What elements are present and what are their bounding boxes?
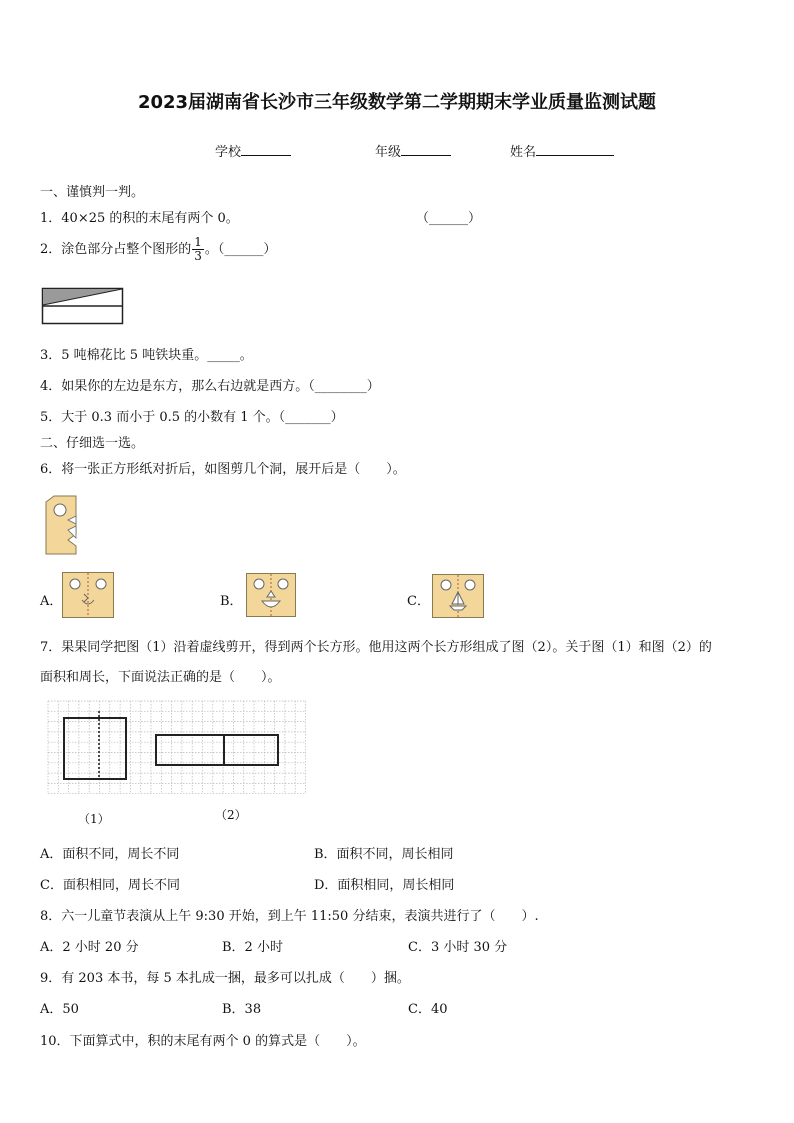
figure-2-right-rect [224, 735, 278, 765]
question-8-option-a[interactable]: A．2 小时 20 分 [40, 940, 139, 955]
grade-label: 年级 [375, 145, 402, 160]
shaded-rectangle-figure [42, 288, 124, 326]
question-7-option-d[interactable]: D．面积相同，周长相同 [314, 878, 455, 893]
figure-1-label: （1） [78, 812, 110, 826]
name-underline [536, 142, 614, 156]
question-8-option-b[interactable]: B．2 小时 [222, 940, 283, 955]
question-9-option-a[interactable]: A．50 [40, 1002, 79, 1017]
question-6-text: 6．将一张正方形纸对折后，如图剪几个洞，展开后是（ ）。 [40, 462, 406, 477]
question-2 [40, 236, 276, 263]
figure-2-label: （2） [215, 808, 247, 822]
question-6-option-a-label[interactable]: A． [40, 594, 63, 609]
question-1-text: 1．40×25 的积的末尾有两个 0。 [40, 211, 239, 226]
question-9-option-b[interactable]: B．38 [222, 1002, 262, 1017]
question-7-text-line-1: 7．果果同学把图（1）沿着虚线剪开，得到两个长方形。他用这两个长方形组成了图（2）。关于图（1）和图（2）的 [40, 640, 712, 655]
option-a-unfolded-paper[interactable] [62, 572, 114, 618]
question-2-text: 2．涂色部分占整个图形的 [40, 242, 192, 257]
section-heading-1: 一、谨慎判一判。 [40, 185, 145, 200]
question-5-text: 5．大于 0.3 而小于 0.5 的小数有 1 个。（_______） [40, 410, 344, 425]
grid-figure [44, 697, 304, 801]
name-field[interactable] [510, 141, 614, 160]
fraction-numerator: 1 [194, 235, 202, 249]
section-heading-2: 二、仔细选一选。 [40, 436, 145, 451]
question-2-answer-blank[interactable]: 。（______） [204, 242, 277, 257]
question-7-option-c[interactable]: C．面积相同，周长不同 [40, 878, 180, 893]
fraction-denominator: 3 [194, 249, 202, 263]
question-7-text-line-2: 面积和周长，下面说法正确的是（ ）。 [40, 670, 281, 685]
fraction-one-third [192, 236, 204, 263]
school-field[interactable] [215, 141, 291, 160]
question-9-text: 9．有 203 本书，每 5 本扎成一捆，最多可以扎成（ ）捆。 [40, 971, 410, 986]
question-4-text: 4．如果你的左边是东方，那么右边就是西方。（________） [40, 379, 380, 394]
question-9-option-c[interactable]: C．40 [408, 1002, 448, 1017]
grade-underline [401, 142, 451, 156]
school-label: 学校 [215, 145, 242, 160]
option-b-unfolded-paper[interactable] [246, 573, 296, 617]
circle-hole [54, 504, 66, 516]
grade-field[interactable] [375, 141, 451, 160]
page-title: 2023届湖南省长沙市三年级数学第二学期期末学业质量监测试题 [137, 92, 657, 113]
question-10-text: 10．下面算式中，积的末尾有两个 0 的算式是（ ）。 [40, 1034, 366, 1049]
question-8-option-c[interactable]: C．3 小时 30 分 [408, 940, 508, 955]
question-7-option-b[interactable]: B．面积不同，周长相同 [314, 847, 454, 862]
question-7-option-a[interactable]: A．面积不同，周长不同 [40, 847, 180, 862]
question-3-text: 3．5 吨棉花比 5 吨铁块重。_____。 [40, 348, 253, 363]
figure-1-square [64, 718, 126, 779]
option-c-unfolded-paper[interactable] [432, 574, 484, 618]
question-6-option-b-label[interactable]: B． [220, 594, 243, 609]
question-1-answer-blank[interactable]: （______） [416, 211, 482, 226]
school-underline [241, 142, 291, 156]
figure-2-left-rect [156, 735, 224, 765]
folded-paper-figure [44, 494, 84, 556]
question-6-option-c-label[interactable]: C． [407, 594, 430, 609]
question-8-text: 8．六一儿童节表演从上午 9:30 开始，到上午 11:50 分结束，表演共进行了（ ）. [40, 909, 539, 924]
name-label: 姓名 [510, 145, 537, 160]
